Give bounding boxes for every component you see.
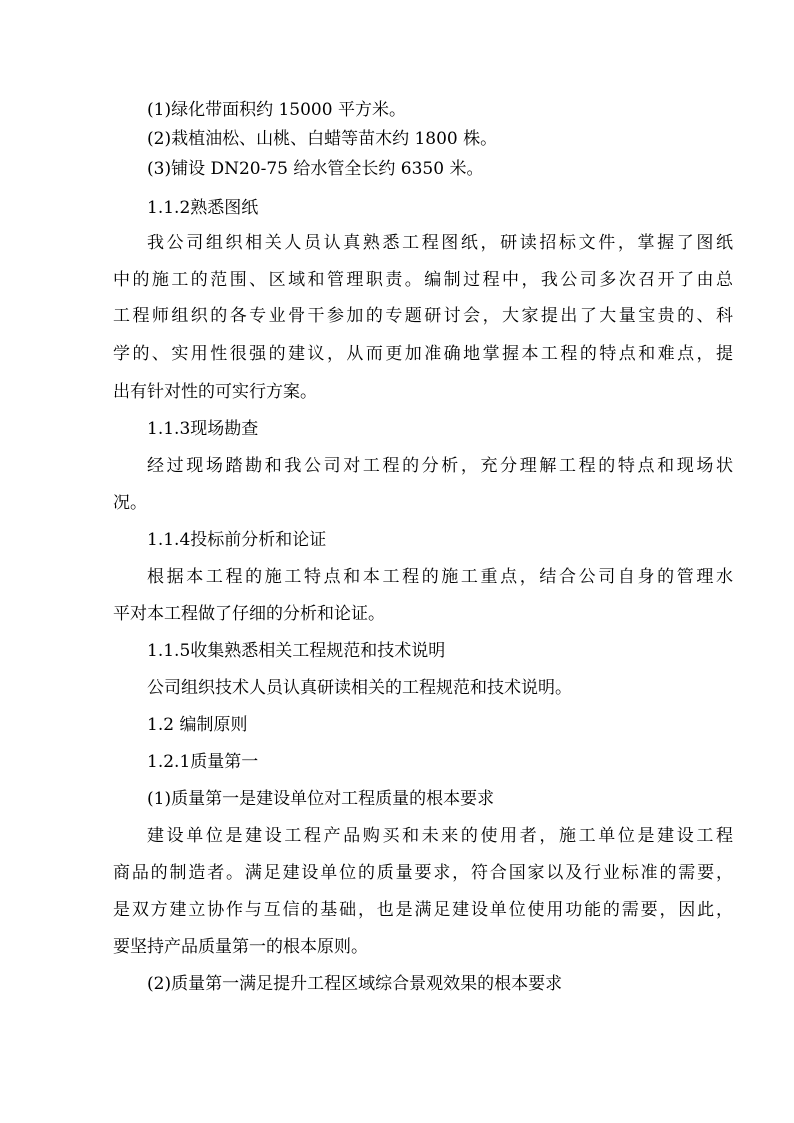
paragraph-line: 平对本工程做了仔细的分析和论证。	[113, 604, 385, 624]
paragraph-line: 学的、实用性很强的建议，从而更加准确地掌握本工程的特点和难点，提	[113, 344, 733, 364]
paragraph-line: 根据本工程的施工特点和本工程的施工重点，结合公司自身的管理水	[147, 567, 733, 587]
subheading-quality-first: (1)质量第一是建设单位对工程质量的根本要求	[147, 789, 495, 809]
section-heading-1-1-4: 1.1.4投标前分析和论证	[147, 530, 327, 550]
section-heading-1-2: 1.2 编制原则	[147, 715, 248, 735]
paragraph-line: 是双方建立协作与互信的基础，也是满足建设单位使用功能的需要，因此，	[113, 900, 733, 920]
paragraph-line: 我公司组织相关人员认真熟悉工程图纸，研读招标文件，掌握了图纸	[147, 233, 733, 253]
section-heading-1-1-3: 1.1.3现场勘查	[147, 419, 259, 439]
list-item-water-pipe: (3)铺设 DN20-75 给水管全长约 6350 米。	[147, 159, 484, 179]
paragraph-line: 公司组织技术人员认真研读相关的工程规范和技术说明。	[147, 678, 572, 698]
section-heading-1-2-1: 1.2.1质量第一	[147, 752, 259, 772]
list-item-greenbelt-area: (1)绿化带面积约 15000 平方米。	[147, 100, 406, 120]
paragraph-line: 商品的制造者。满足建设单位的质量要求，符合国家以及行业标准的需要，	[113, 863, 733, 883]
list-item-seedlings: (2)栽植油松、山桃、白蜡等苗木约 1800 株。	[147, 129, 498, 149]
subheading-landscape-effect: (2)质量第一满足提升工程区域综合景观效果的根本要求	[147, 974, 563, 994]
section-heading-1-1-5: 1.1.5收集熟悉相关工程规范和技术说明	[147, 641, 446, 661]
section-heading-1-1-2: 1.1.2熟悉图纸	[147, 198, 259, 218]
paragraph-line: 中的施工的范围、区域和管理职责。编制过程中，我公司多次召开了由总	[113, 270, 733, 290]
paragraph-line: 出有针对性的可实行方案。	[113, 382, 317, 402]
paragraph-line: 要坚持产品质量第一的根本原则。	[113, 937, 368, 957]
paragraph-line: 工程师组织的各专业骨干参加的专题研讨会，大家提出了大量宝贵的、科	[113, 306, 733, 326]
paragraph-line: 建设单位是建设工程产品购买和未来的使用者，施工单位是建设工程	[147, 826, 733, 846]
paragraph-line: 经过现场踏勘和我公司对工程的分析，充分理解工程的特点和现场状	[147, 456, 733, 476]
paragraph-line: 况。	[113, 493, 147, 513]
